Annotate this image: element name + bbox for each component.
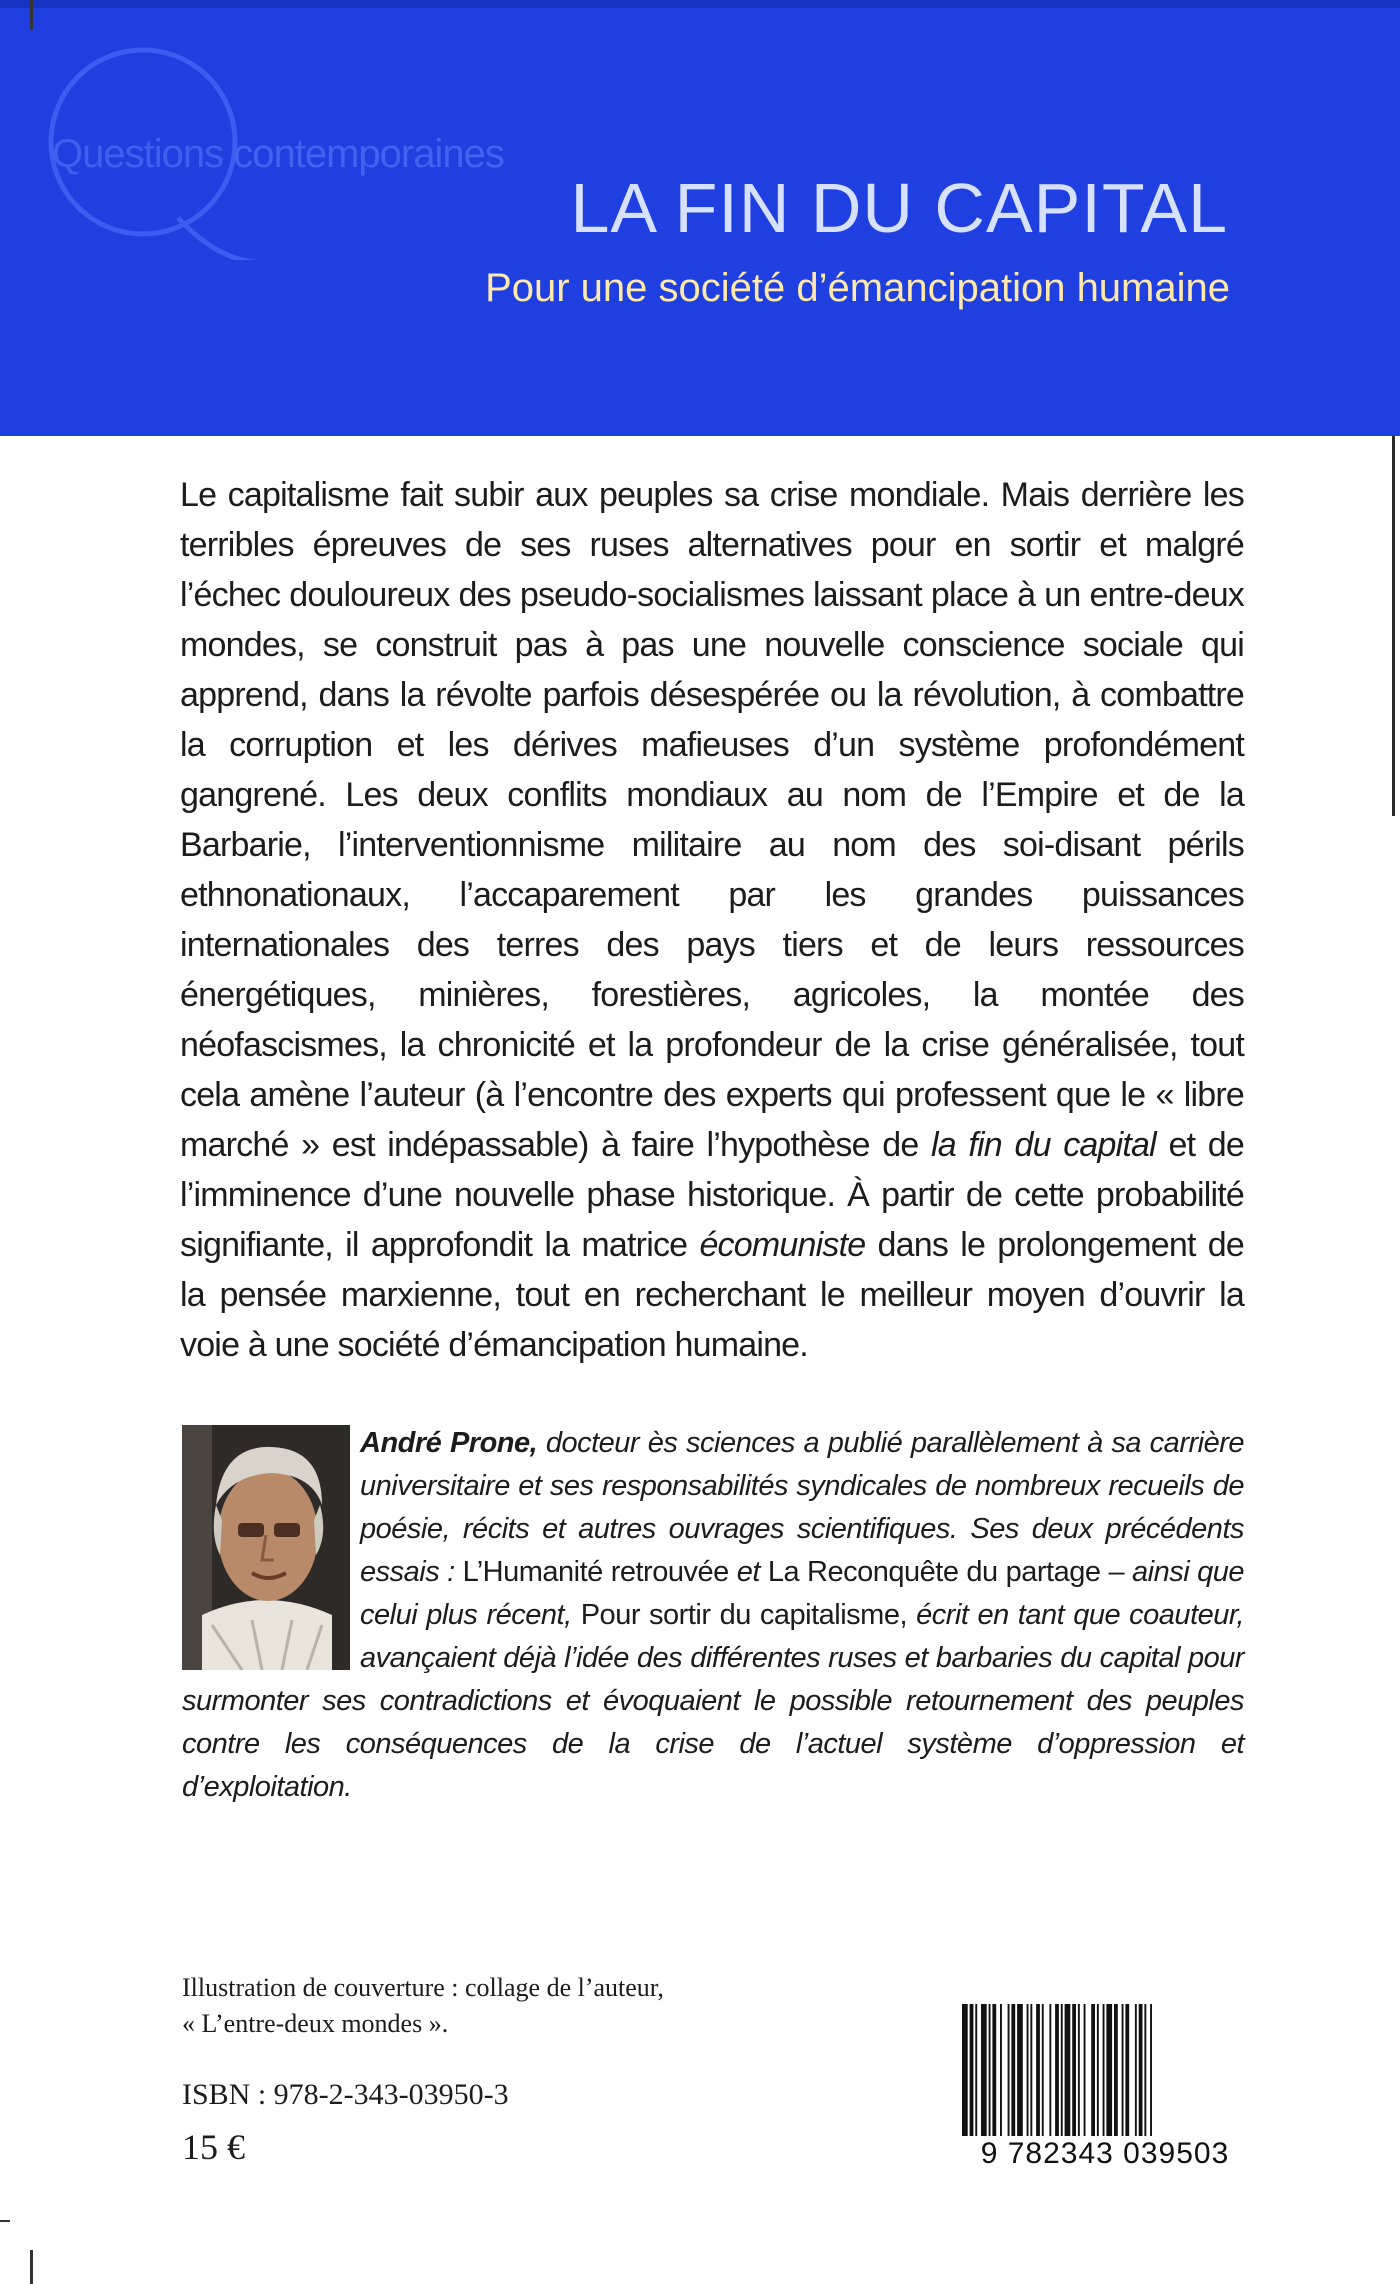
header-top-edge [0, 0, 1400, 8]
back-cover-blurb [180, 470, 1244, 1370]
blurb-italic-title: la fin du capital [931, 1126, 1156, 1164]
book-title: LA FIN DU CAPITAL [570, 169, 1228, 247]
author-book-2: La Reconquête du partage [767, 1556, 1101, 1588]
author-bio-text-2: et [728, 1556, 768, 1588]
blurb-text-3: dans le prolongement de la pensée marxienne, tout en recherchant le meilleur moyen d’ouvrir la voie à une société d’émancipation humaine. [180, 1226, 1245, 1364]
author-bio [182, 1422, 1244, 1809]
barcode-digits: 9 782343 039503 [958, 2136, 1252, 2172]
blurb-text-2: et de l’imminence d’une nouvelle phase historique. À partir de cette probabilité signifiante, il approfondit la matrice [180, 1126, 1244, 1264]
collection-name-part2: contemporaines [233, 132, 504, 176]
author-bio-text-3: – ainsi que celui plus récent, [360, 1556, 1245, 1631]
collection-name-part1: Questions [52, 132, 224, 176]
header-band [0, 0, 1400, 436]
book-subtitle: Pour une société d’émancipation humaine [485, 266, 1230, 310]
credit-line-1: Illustration de couverture : collage de l’auteur, [182, 1973, 664, 2002]
crop-mark-bottom [30, 2250, 33, 2284]
right-edge-rule [1392, 436, 1395, 816]
blurb-text-1: Le capitalisme fait subir aux peuples sa crise mondiale. Mais derrière les terribles épreuves de ses ruses alternatives pour en sortir et malgré l’échec douloureux des pseudo-socialismes laissant place à un entre-deux mondes, se construit pas à pas une nouvelle conscience sociale qui apprend, dans la révolte parfois désespérée ou la révolution, à combattre la corruption et les dérives mafieuses d’un système profondément gangrené. Les deux conflits mondiaux au nom de l’Empire et de la Barbarie, l’interventionnisme militaire au nom des soi-disant périls ethnonationaux, l’accaparement par les grandes puissances internationales des terres des pays tiers et de leurs ressources énergétiques, minières, forestières, agricoles, la montée des néofascismes, la chronicité et la profondeur de la crise généralisée, tout cela amène l’auteur (à l’encontre des experts qui professent que le « libre marché » est indépassable) à faire l’hypothèse de [180, 476, 1244, 1164]
blurb-italic-term: écomuniste [699, 1226, 866, 1264]
price: 15 € [182, 2127, 245, 2167]
author-bio-text-1: docteur ès sciences a publié parallèlement à sa carrière universitaire et ses responsabilités syndicales de nombreux recueils de poésie, récits et autres ouvrages scientifiques. Ses deux précédents essais : [360, 1427, 1244, 1588]
author-bio-text-4: écrit en tant que coauteur, avançaient déjà l’idée des différentes ruses et barbaries du capital pour surmonter ses contradictions et évoquaient le possible retournement des peuples contre les conséquences de la crise de l’actuel système d’oppression et d’exploitation. [182, 1599, 1244, 1803]
author-book-3: Pour sortir du capitalisme, [580, 1599, 908, 1631]
author-name: André Prone, [360, 1427, 538, 1459]
isbn: ISBN : 978-2-343-03950-3 [182, 2078, 509, 2111]
photo-float-spacer [182, 1422, 360, 1672]
crop-mark-top [30, 0, 33, 30]
crop-mark-bottom-left [0, 2220, 10, 2222]
author-book-1: L’Humanité retrouvée [462, 1556, 729, 1588]
collection-name [52, 132, 504, 177]
credit-line-2: « L’entre-deux mondes ». [182, 2009, 449, 2038]
cover-illustration-credit [182, 1970, 664, 2042]
